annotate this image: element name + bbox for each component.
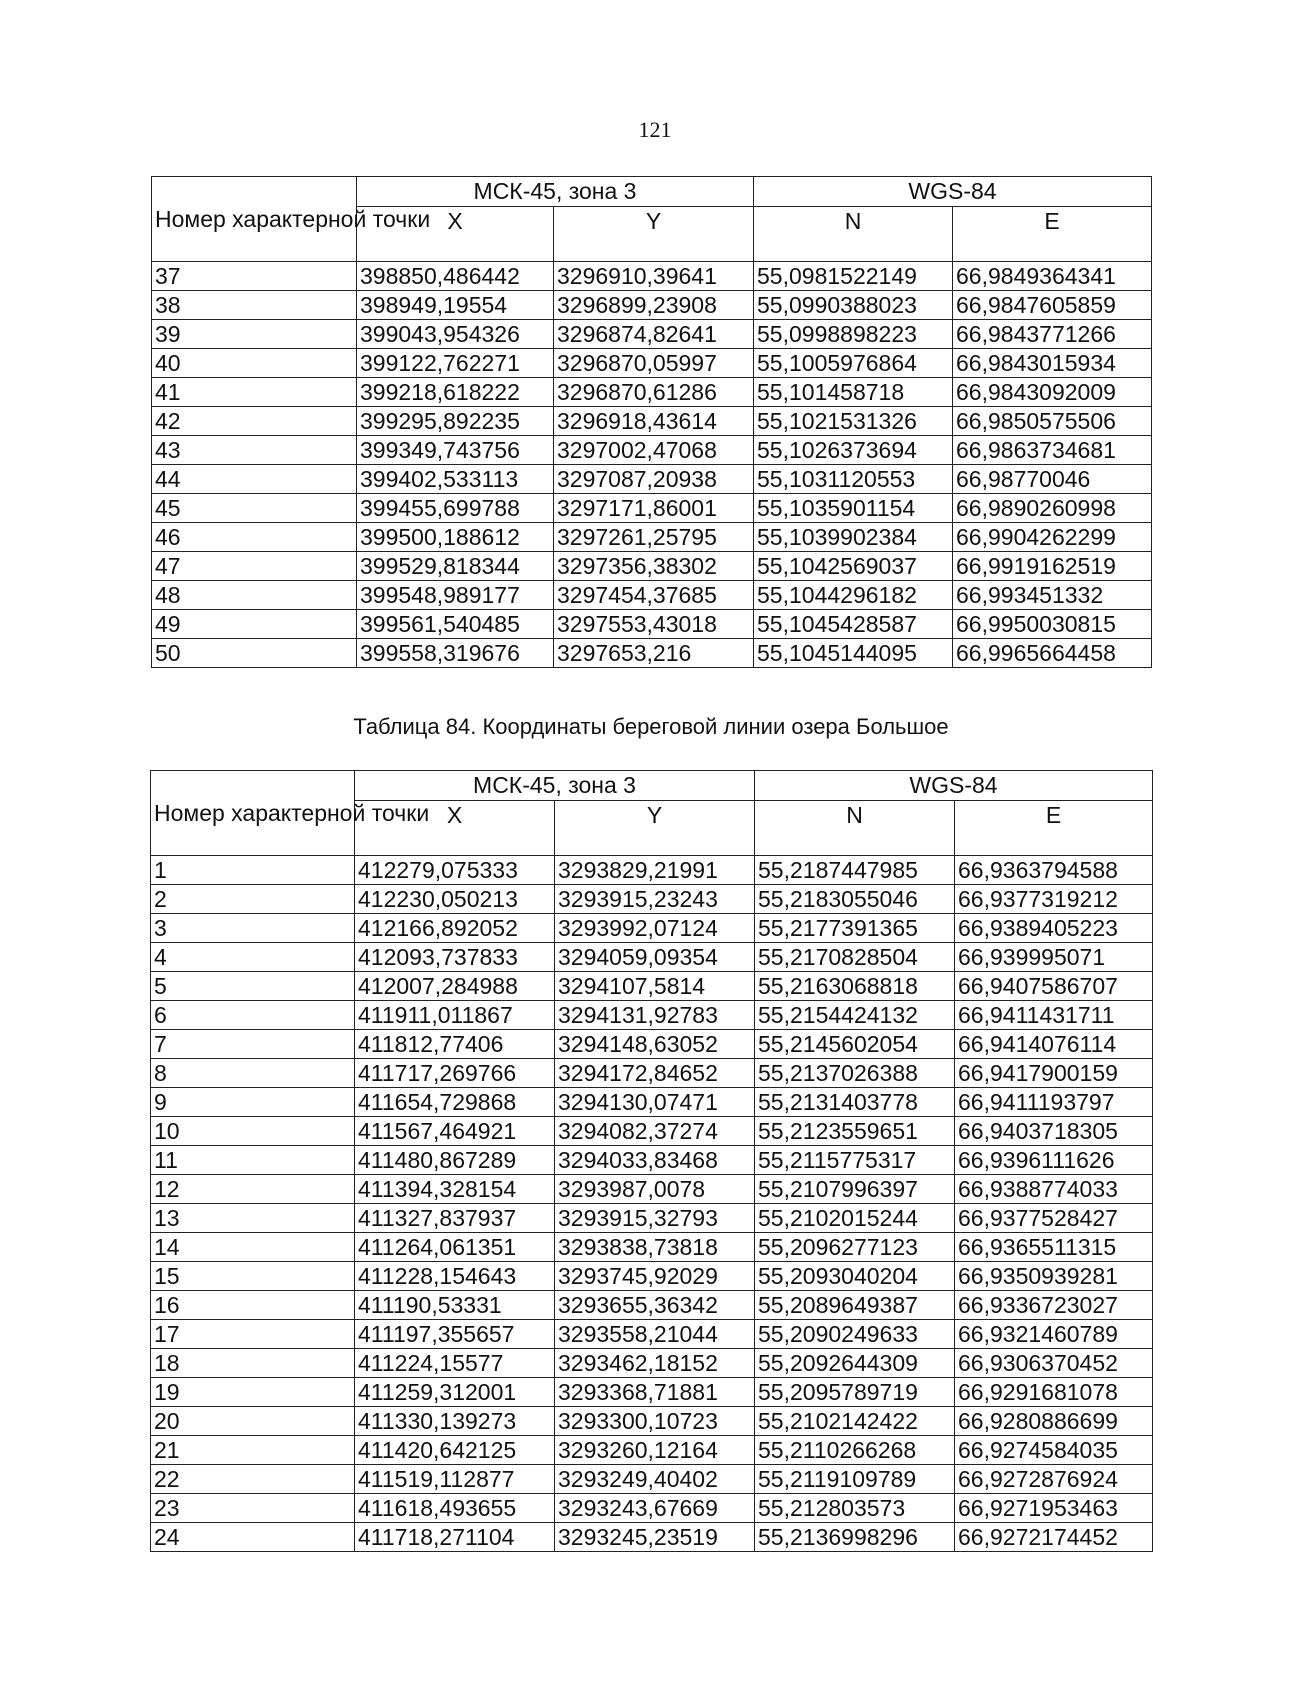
n-cell: 55,1035901154	[754, 494, 953, 523]
y-cell: 3293558,21044	[555, 1320, 755, 1349]
header-y: Y	[554, 207, 754, 262]
x-cell: 411330,139273	[355, 1407, 555, 1436]
y-cell: 3294059,09354	[555, 943, 755, 972]
e-cell: 66,9388774033	[955, 1175, 1153, 1204]
point-number-cell: 45	[152, 494, 357, 523]
n-cell: 55,1031120553	[754, 465, 953, 494]
point-number-cell: 37	[152, 262, 357, 291]
n-cell: 55,2177391365	[755, 914, 955, 943]
e-cell: 66,9904262299	[953, 523, 1152, 552]
x-cell: 412230,050213	[355, 885, 555, 914]
x-cell: 412007,284988	[355, 972, 555, 1001]
y-cell: 3293992,07124	[555, 914, 755, 943]
table-row	[151, 885, 1153, 914]
x-cell: 411618,493655	[355, 1494, 555, 1523]
shoreline-coordinates-table	[150, 770, 1153, 1552]
x-cell: 411654,729868	[355, 1088, 555, 1117]
point-number-cell: 21	[151, 1436, 355, 1465]
n-cell: 55,2137026388	[755, 1059, 955, 1088]
y-cell: 3296870,61286	[554, 378, 754, 407]
n-cell: 55,1045428587	[754, 610, 953, 639]
table-row	[151, 1117, 1153, 1146]
point-number-cell: 17	[151, 1320, 355, 1349]
table-body	[151, 856, 1153, 1552]
y-cell: 3293655,36342	[555, 1291, 755, 1320]
n-cell: 55,2089649387	[755, 1291, 955, 1320]
table-row	[151, 1349, 1153, 1378]
n-cell: 55,2095789719	[755, 1378, 955, 1407]
e-cell: 66,9396111626	[955, 1146, 1153, 1175]
table-row	[151, 972, 1153, 1001]
y-cell: 3297002,47068	[554, 436, 754, 465]
e-cell: 66,9350939281	[955, 1262, 1153, 1291]
x-cell: 399500,188612	[357, 523, 554, 552]
table-row	[152, 523, 1152, 552]
n-cell: 55,2145602054	[755, 1030, 955, 1059]
e-cell: 66,9271953463	[955, 1494, 1153, 1523]
e-cell: 66,9843092009	[953, 378, 1152, 407]
point-number-cell: 7	[151, 1030, 355, 1059]
n-cell: 55,1045144095	[754, 639, 953, 668]
y-cell: 3297261,25795	[554, 523, 754, 552]
e-cell: 66,9850575506	[953, 407, 1152, 436]
point-number-cell: 22	[151, 1465, 355, 1494]
y-cell: 3293243,67669	[555, 1494, 755, 1523]
point-number-cell: 39	[152, 320, 357, 349]
point-number-cell: 19	[151, 1378, 355, 1407]
e-cell: 66,9890260998	[953, 494, 1152, 523]
e-cell: 66,9863734681	[953, 436, 1152, 465]
point-number-cell: 10	[151, 1117, 355, 1146]
y-cell: 3293915,23243	[555, 885, 755, 914]
table-row	[151, 1320, 1153, 1349]
e-cell: 66,9321460789	[955, 1320, 1153, 1349]
y-cell: 3293745,92029	[555, 1262, 755, 1291]
point-number-cell: 18	[151, 1349, 355, 1378]
point-number-cell: 6	[151, 1001, 355, 1030]
n-cell: 55,2136998296	[755, 1523, 955, 1552]
coordinates-table-continued	[151, 176, 1152, 668]
n-cell: 55,0981522149	[754, 262, 953, 291]
table-row	[151, 1523, 1153, 1552]
n-cell: 55,2090249633	[755, 1320, 955, 1349]
e-cell: 66,9843771266	[953, 320, 1152, 349]
table-row	[151, 1494, 1153, 1523]
x-cell: 412279,075333	[355, 856, 555, 885]
table-row	[152, 262, 1152, 291]
y-cell: 3294082,37274	[555, 1117, 755, 1146]
table-row	[152, 465, 1152, 494]
header-wgs: WGS-84	[754, 177, 1152, 207]
x-cell: 411911,011867	[355, 1001, 555, 1030]
table-row	[151, 1059, 1153, 1088]
header-e: E	[955, 801, 1153, 856]
n-cell: 55,1005976864	[754, 349, 953, 378]
point-number-cell: 9	[151, 1088, 355, 1117]
point-number-cell: 12	[151, 1175, 355, 1204]
x-cell: 411717,269766	[355, 1059, 555, 1088]
n-cell: 55,0990388023	[754, 291, 953, 320]
table-row	[151, 1378, 1153, 1407]
x-cell: 399548,989177	[357, 581, 554, 610]
y-cell: 3296910,39641	[554, 262, 754, 291]
point-number-cell: 3	[151, 914, 355, 943]
e-cell: 66,9274584035	[955, 1436, 1153, 1465]
e-cell: 66,9389405223	[955, 914, 1153, 943]
point-number-cell: 13	[151, 1204, 355, 1233]
e-cell: 66,9411193797	[955, 1088, 1153, 1117]
x-cell: 399295,892235	[357, 407, 554, 436]
table-caption: Таблица 84. Координаты береговой линии озера Большое	[353, 714, 949, 739]
header-msk: МСК-45, зона 3	[355, 771, 755, 801]
n-cell: 55,0998898223	[754, 320, 953, 349]
table-row	[152, 494, 1152, 523]
point-number-cell: 47	[152, 552, 357, 581]
point-number-cell: 14	[151, 1233, 355, 1262]
x-cell: 399402,533113	[357, 465, 554, 494]
x-cell: 411327,837937	[355, 1204, 555, 1233]
point-number-cell: 15	[151, 1262, 355, 1291]
y-cell: 3294172,84652	[555, 1059, 755, 1088]
e-cell: 66,9950030815	[953, 610, 1152, 639]
point-number-cell: 1	[151, 856, 355, 885]
table-row	[151, 856, 1153, 885]
table-row	[151, 1436, 1153, 1465]
n-cell: 55,2131403778	[755, 1088, 955, 1117]
n-cell: 55,1042569037	[754, 552, 953, 581]
e-cell: 66,9272174452	[955, 1523, 1153, 1552]
x-cell: 411259,312001	[355, 1378, 555, 1407]
e-cell: 66,9365511315	[955, 1233, 1153, 1262]
point-number-cell: 44	[152, 465, 357, 494]
table-row	[151, 1291, 1153, 1320]
table-row	[151, 1233, 1153, 1262]
x-cell: 399349,743756	[357, 436, 554, 465]
y-cell: 3297454,37685	[554, 581, 754, 610]
table-row	[152, 639, 1152, 668]
x-cell: 411224,15577	[355, 1349, 555, 1378]
point-number-cell: 49	[152, 610, 357, 639]
y-cell: 3293245,23519	[555, 1523, 755, 1552]
y-cell: 3293838,73818	[555, 1233, 755, 1262]
table-row	[151, 1030, 1153, 1059]
e-cell: 66,9363794588	[955, 856, 1153, 885]
n-cell: 55,2107996397	[755, 1175, 955, 1204]
point-number-cell: 11	[151, 1146, 355, 1175]
x-cell: 399043,954326	[357, 320, 554, 349]
x-cell: 399561,540485	[357, 610, 554, 639]
e-cell: 66,9414076114	[955, 1030, 1153, 1059]
header-x: X	[357, 207, 554, 262]
e-cell: 66,9336723027	[955, 1291, 1153, 1320]
table-row	[152, 610, 1152, 639]
header-point-number: Номер характерной точки	[151, 771, 355, 856]
x-cell: 412093,737833	[355, 943, 555, 972]
n-cell: 55,2096277123	[755, 1233, 955, 1262]
x-cell: 411264,061351	[355, 1233, 555, 1262]
n-cell: 55,2092644309	[755, 1349, 955, 1378]
point-number-cell: 8	[151, 1059, 355, 1088]
point-number-cell: 16	[151, 1291, 355, 1320]
table-row	[151, 1146, 1153, 1175]
n-cell: 55,1021531326	[754, 407, 953, 436]
x-cell: 411567,464921	[355, 1117, 555, 1146]
point-number-cell: 42	[152, 407, 357, 436]
table-row	[152, 407, 1152, 436]
e-cell: 66,9407586707	[955, 972, 1153, 1001]
y-cell: 3296899,23908	[554, 291, 754, 320]
y-cell: 3296918,43614	[554, 407, 754, 436]
x-cell: 398850,486442	[357, 262, 554, 291]
x-cell: 412166,892052	[355, 914, 555, 943]
e-cell: 66,9403718305	[955, 1117, 1153, 1146]
n-cell: 55,1044296182	[754, 581, 953, 610]
e-cell: 66,9377528427	[955, 1204, 1153, 1233]
n-cell: 55,2163068818	[755, 972, 955, 1001]
y-cell: 3294131,92783	[555, 1001, 755, 1030]
x-cell: 411519,112877	[355, 1465, 555, 1494]
header-x: X	[355, 801, 555, 856]
e-cell: 66,9280886699	[955, 1407, 1153, 1436]
table-row	[152, 320, 1152, 349]
table-row	[152, 291, 1152, 320]
x-cell: 399122,762271	[357, 349, 554, 378]
e-cell: 66,9965664458	[953, 639, 1152, 668]
n-cell: 55,2110266268	[755, 1436, 955, 1465]
y-cell: 3294033,83468	[555, 1146, 755, 1175]
y-cell: 3294148,63052	[555, 1030, 755, 1059]
header-point-number: Номер характерной точки	[152, 177, 357, 262]
header-y: Y	[555, 801, 755, 856]
point-number-cell: 43	[152, 436, 357, 465]
table-row	[151, 914, 1153, 943]
e-cell: 66,9417900159	[955, 1059, 1153, 1088]
table-row	[152, 552, 1152, 581]
n-cell: 55,2115775317	[755, 1146, 955, 1175]
x-cell: 411420,642125	[355, 1436, 555, 1465]
table-row	[152, 349, 1152, 378]
e-cell: 66,939995071	[955, 943, 1153, 972]
x-cell: 411812,77406	[355, 1030, 555, 1059]
table-row	[151, 1262, 1153, 1291]
e-cell: 66,993451332	[953, 581, 1152, 610]
header-e: E	[953, 207, 1152, 262]
e-cell: 66,9411431711	[955, 1001, 1153, 1030]
x-cell: 399218,618222	[357, 378, 554, 407]
point-number-cell: 5	[151, 972, 355, 1001]
e-cell: 66,9306370452	[955, 1349, 1153, 1378]
e-cell: 66,9919162519	[953, 552, 1152, 581]
header-n: N	[755, 801, 955, 856]
table-row	[152, 436, 1152, 465]
y-cell: 3297653,216	[554, 639, 754, 668]
n-cell: 55,2154424132	[755, 1001, 955, 1030]
y-cell: 3296874,82641	[554, 320, 754, 349]
y-cell: 3293829,21991	[555, 856, 755, 885]
table-row	[151, 1465, 1153, 1494]
point-number-cell: 50	[152, 639, 357, 668]
y-cell: 3297087,20938	[554, 465, 754, 494]
e-cell: 66,9291681078	[955, 1378, 1153, 1407]
e-cell: 66,9272876924	[955, 1465, 1153, 1494]
y-cell: 3293300,10723	[555, 1407, 755, 1436]
table-row	[151, 1175, 1153, 1204]
n-cell: 55,2093040204	[755, 1262, 955, 1291]
point-number-cell: 20	[151, 1407, 355, 1436]
x-cell: 411190,53331	[355, 1291, 555, 1320]
n-cell: 55,2187447985	[755, 856, 955, 885]
x-cell: 411197,355657	[355, 1320, 555, 1349]
table-row	[151, 1407, 1153, 1436]
y-cell: 3293915,32793	[555, 1204, 755, 1233]
e-cell: 66,9849364341	[953, 262, 1152, 291]
n-cell: 55,2102142422	[755, 1407, 955, 1436]
n-cell: 55,1026373694	[754, 436, 953, 465]
y-cell: 3293987,0078	[555, 1175, 755, 1204]
y-cell: 3293368,71881	[555, 1378, 755, 1407]
point-number-cell: 23	[151, 1494, 355, 1523]
x-cell: 399529,818344	[357, 552, 554, 581]
x-cell: 398949,19554	[357, 291, 554, 320]
table-row	[151, 1088, 1153, 1117]
y-cell: 3293462,18152	[555, 1349, 755, 1378]
y-cell: 3296870,05997	[554, 349, 754, 378]
y-cell: 3294130,07471	[555, 1088, 755, 1117]
n-cell: 55,2170828504	[755, 943, 955, 972]
y-cell: 3297171,86001	[554, 494, 754, 523]
x-cell: 411394,328154	[355, 1175, 555, 1204]
n-cell: 55,2119109789	[755, 1465, 955, 1494]
e-cell: 66,9377319212	[955, 885, 1153, 914]
n-cell: 55,101458718	[754, 378, 953, 407]
point-number-cell: 2	[151, 885, 355, 914]
y-cell: 3297553,43018	[554, 610, 754, 639]
e-cell: 66,9847605859	[953, 291, 1152, 320]
x-cell: 411480,867289	[355, 1146, 555, 1175]
point-number-cell: 46	[152, 523, 357, 552]
n-cell: 55,1039902384	[754, 523, 953, 552]
point-number-cell: 48	[152, 581, 357, 610]
table-row	[152, 378, 1152, 407]
y-cell: 3293260,12164	[555, 1436, 755, 1465]
table-row	[151, 943, 1153, 972]
n-cell: 55,2183055046	[755, 885, 955, 914]
n-cell: 55,212803573	[755, 1494, 955, 1523]
page-number: 121	[638, 117, 672, 142]
point-number-cell: 4	[151, 943, 355, 972]
n-cell: 55,2102015244	[755, 1204, 955, 1233]
point-number-cell: 38	[152, 291, 357, 320]
table-row	[151, 1204, 1153, 1233]
header-n: N	[754, 207, 953, 262]
table-row	[152, 581, 1152, 610]
point-number-cell: 24	[151, 1523, 355, 1552]
n-cell: 55,2123559651	[755, 1117, 955, 1146]
x-cell: 399558,319676	[357, 639, 554, 668]
x-cell: 411718,271104	[355, 1523, 555, 1552]
e-cell: 66,9843015934	[953, 349, 1152, 378]
x-cell: 399455,699788	[357, 494, 554, 523]
y-cell: 3297356,38302	[554, 552, 754, 581]
point-number-cell: 40	[152, 349, 357, 378]
header-wgs: WGS-84	[755, 771, 1153, 801]
point-number-cell: 41	[152, 378, 357, 407]
e-cell: 66,98770046	[953, 465, 1152, 494]
table-body	[152, 262, 1152, 668]
y-cell: 3293249,40402	[555, 1465, 755, 1494]
x-cell: 411228,154643	[355, 1262, 555, 1291]
header-msk: МСК-45, зона 3	[357, 177, 754, 207]
table-row	[151, 1001, 1153, 1030]
y-cell: 3294107,5814	[555, 972, 755, 1001]
